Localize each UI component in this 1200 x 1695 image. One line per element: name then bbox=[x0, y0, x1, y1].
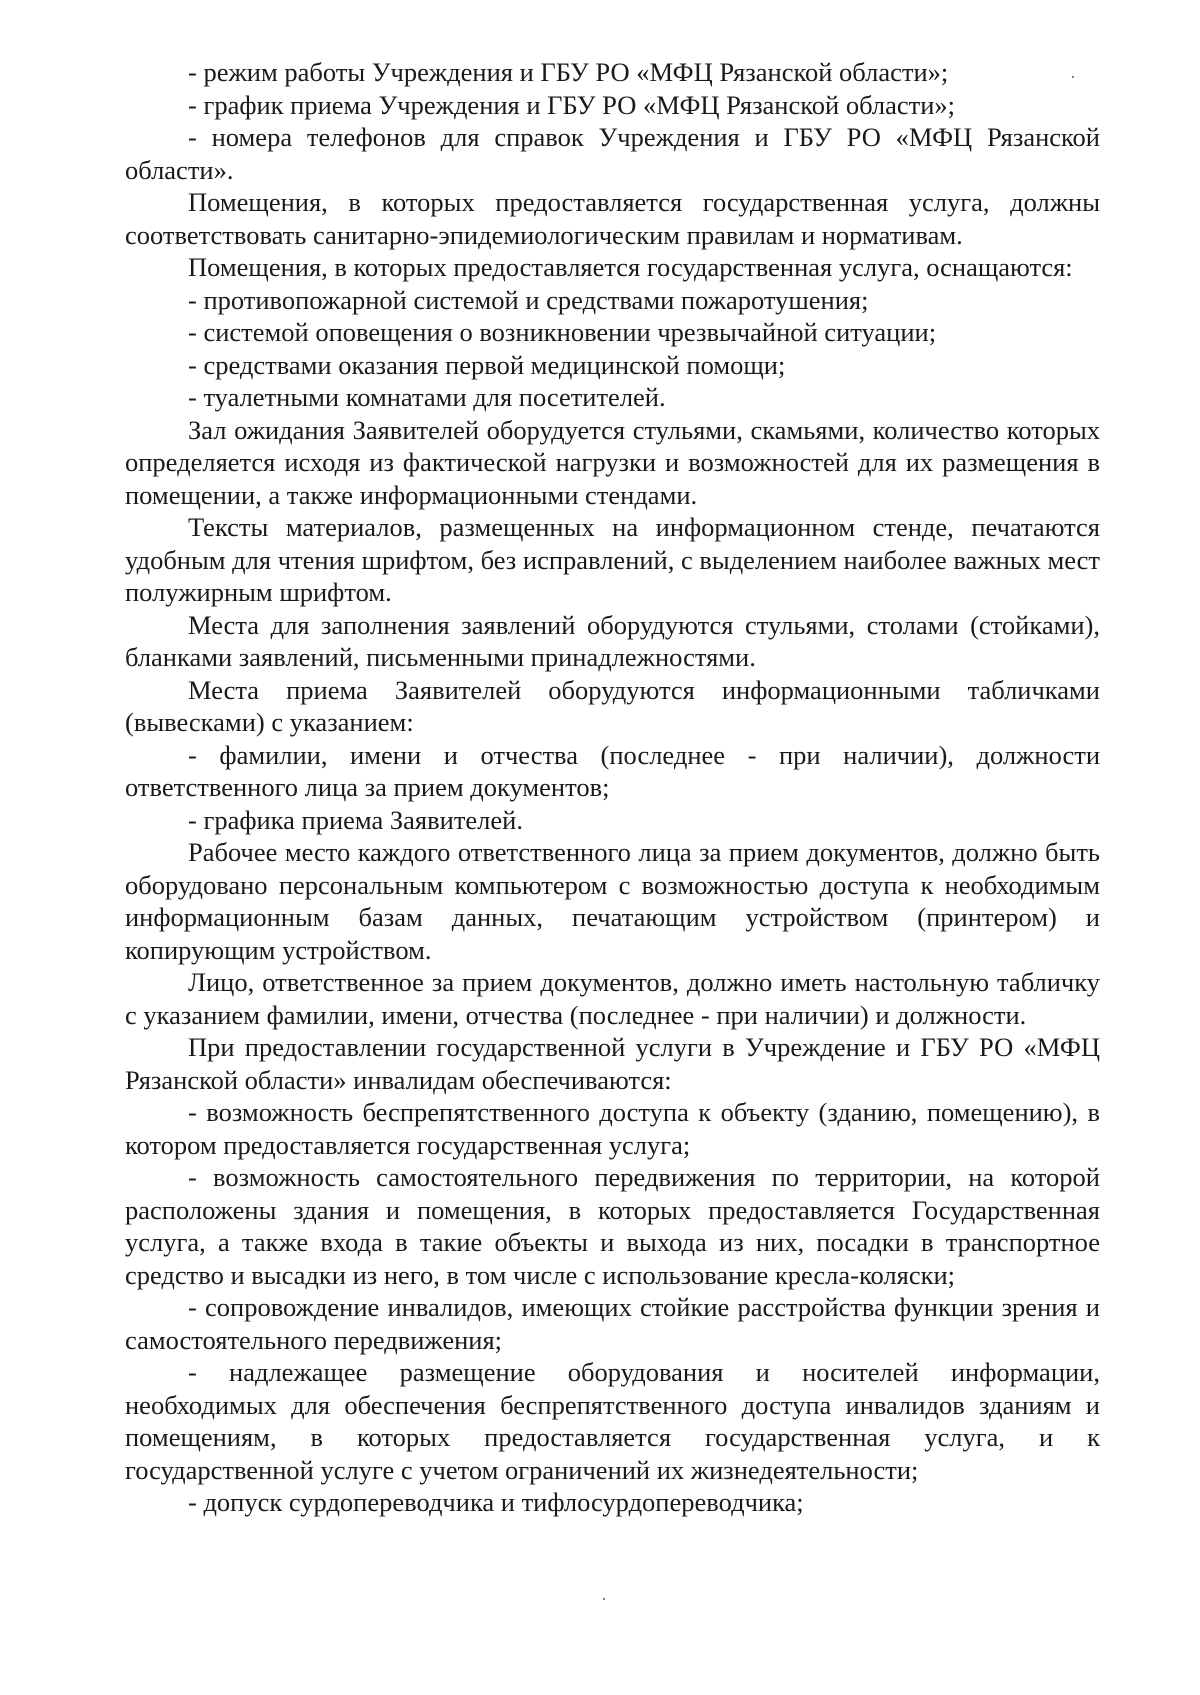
paragraph-stand-texts: Тексты материалов, размещенных на информационном стенде, печатаются удобным для чтения шрифтом, без исправлений, с выделением наиболее важных мест полужирным шрифтом. bbox=[125, 512, 1100, 607]
paragraph-reception-graph: - графика приема Заявителей. bbox=[188, 804, 523, 835]
paragraph-phone-numbers: - номера телефонов для справок Учреждения и ГБУ РО «МФЦ Рязанской области». bbox=[125, 122, 1100, 185]
paragraph-desk-sign: Лицо, ответственное за прием документов, должно иметь настольную табличку с указанием фамилии, имени, отчества (последнее - при наличии) и должности. bbox=[125, 967, 1100, 1030]
paragraph-disabled-provisions: При предоставлении государственной услуги в Учреждение и ГБУ РО «МФЦ Рязанской области» инвалидам обеспечиваются: bbox=[125, 1032, 1100, 1095]
paragraph-fire-system: - противопожарной системой и средствами пожаротушения; bbox=[188, 284, 869, 315]
paragraph-premises-norms: Помещения, в которых предоставляется государственная услуга, должны соответствовать санитарно-эпидемиологическим правилам и нормативам. bbox=[125, 187, 1100, 250]
paragraph-first-aid: - средствами оказания первой медицинской помощи; bbox=[188, 349, 786, 380]
document-body bbox=[125, 56, 1100, 1519]
paragraph-restrooms: - туалетными комнатами для посетителей. bbox=[188, 382, 666, 412]
paragraph-application-places: Места для заполнения заявлений оборудуются стульями, столами (стойками), бланками заявлений, письменными принадлежностями. bbox=[125, 609, 1100, 672]
paragraph-premises-equipment: Помещения, в которых предоставляется государственная услуга, оснащаются: bbox=[188, 252, 1073, 282]
paragraph-reception-places: Места приема Заявителей оборудуются информационными табличками (вывесками) с указанием: bbox=[125, 674, 1100, 737]
paragraph-reception-schedule: - график приема Учреждения и ГБУ РО «МФЦ Рязанской области»; bbox=[188, 89, 956, 120]
scan-speck bbox=[1072, 76, 1074, 78]
paragraph-independent-movement: - возможность самостоятельного передвижения по территории, на которой расположены здания и помещения, в которых предоставляется Государственная услуга, а также входа в такие объекты и выхода из них, посадки в транспортное средство и высадки из него, в том числе с использование кресла-коляски; bbox=[125, 1162, 1100, 1290]
paragraph-alert-system: - системой оповещения о возникновении чрезвычайной ситуации; bbox=[188, 317, 937, 347]
paragraph-work-hours: - режим работы Учреждения и ГБУ РО «МФЦ Рязанской области»; bbox=[188, 57, 949, 87]
paragraph-waiting-hall: Зал ожидания Заявителей оборудуется стульями, скамьями, количество которых определяется исходя из фактической нагрузки и возможностей для их размещения в помещении, а также информационными стендами. bbox=[125, 414, 1100, 510]
paragraph-workplace: Рабочее место каждого ответственного лица за прием документов, должно быть оборудовано персональным компьютером с возможностью доступа к необходимым информационным базам данных, печатающим устройством (принтером) и копирующим устройством. bbox=[125, 837, 1100, 965]
scan-speck bbox=[603, 1598, 605, 1600]
paragraph-equipment-placement: - надлежащее размещение оборудования и носителей информации, необходимых для обеспечения беспрепятственного доступа инвалидов зданиям и помещениям, в которых предоставляется государственная услуга, и к государственной услуге с учетом ограничений их жизнедеятельности; bbox=[125, 1357, 1100, 1485]
paragraph-unobstructed-access: - возможность беспрепятственного доступа к объекту (зданию, помещению), в котором предоставляется государственная услуга; bbox=[125, 1097, 1100, 1160]
paragraph-sign-interpreter: - допуск сурдопереводчика и тифлосурдопереводчика; bbox=[188, 1487, 804, 1517]
paragraph-name-position: - фамилии, имени и отчества (последнее - при наличии), должности ответственного лица за прием документов; bbox=[125, 739, 1100, 802]
paragraph-escort: - сопровождение инвалидов, имеющих стойкие расстройства функции зрения и самостоятельного передвижения; bbox=[125, 1292, 1100, 1355]
